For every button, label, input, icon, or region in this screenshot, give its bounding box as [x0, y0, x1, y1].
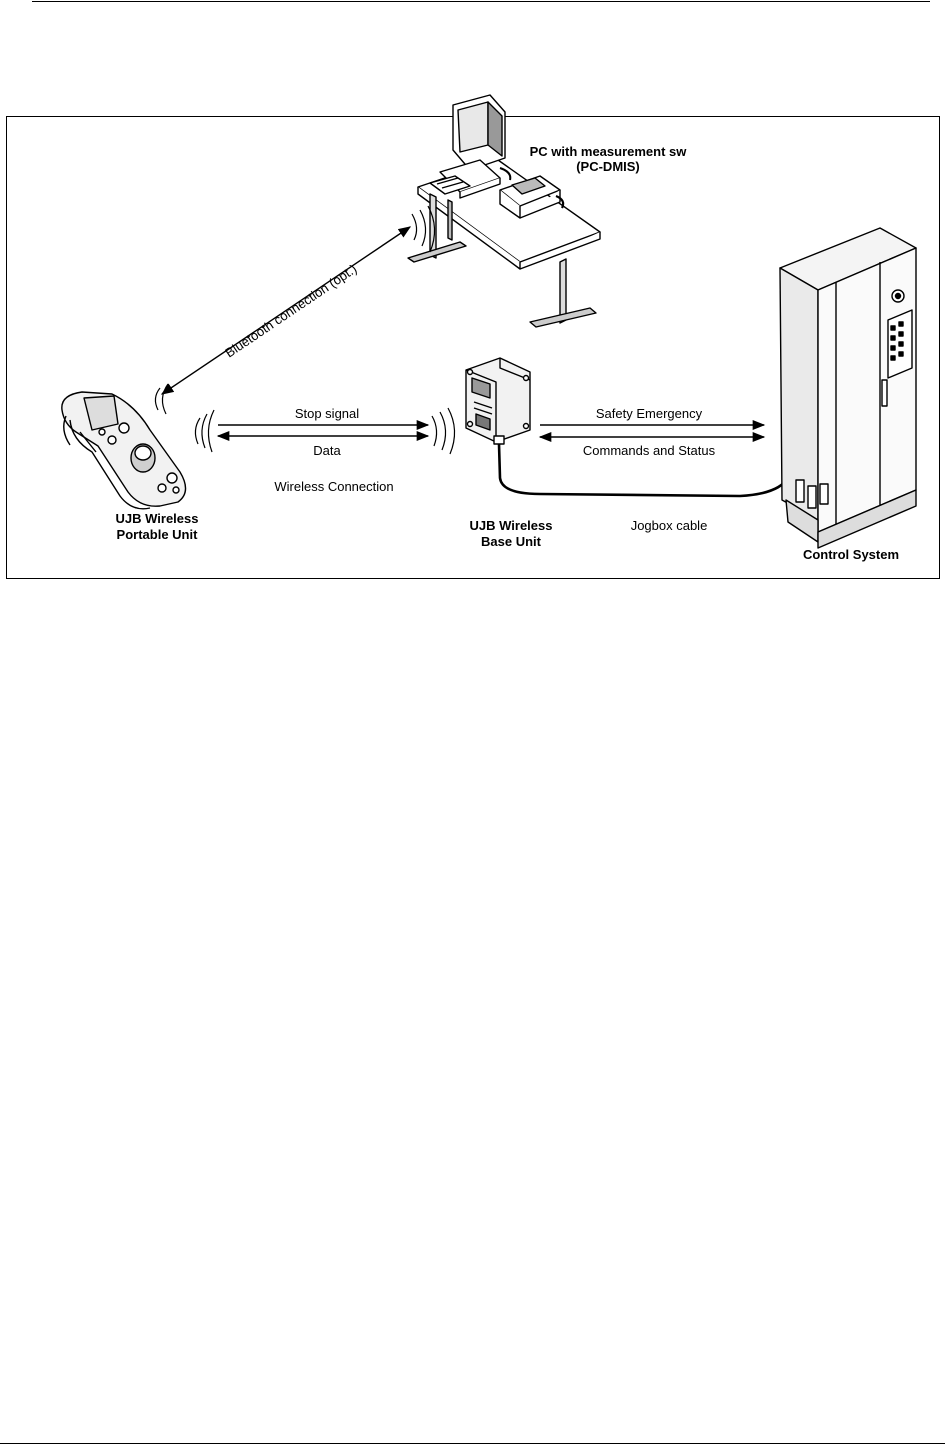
wireless-connection-label: Wireless Connection: [274, 479, 394, 494]
pc-label-line2: (PC-DMIS): [576, 159, 640, 174]
jogbox-cable-label: Jogbox cable: [630, 518, 708, 533]
portable-unit-wireless-waves-icon: [155, 384, 214, 452]
base-unit-label-line1: UJB Wireless: [469, 518, 553, 533]
portable-unit-label-line2: Portable Unit: [116, 527, 198, 542]
page-footer-rule: [0, 1443, 945, 1444]
base-unit-wireless-waves-icon: [432, 408, 455, 454]
base-unit-label-line2: Base Unit: [481, 534, 541, 549]
stop-signal-label: Stop signal: [294, 406, 360, 421]
data-label: Data: [313, 443, 341, 458]
bluetooth-connection-label: Bluetooth connection (opt.): [222, 261, 360, 361]
base-unit-illustration: [466, 358, 530, 444]
control-system-cabinet-illustration: [780, 228, 916, 548]
pc-label-line1: PC with measurement sw: [529, 144, 687, 159]
pc-workstation-illustration: [408, 95, 600, 327]
commands-status-label: Commands and Status: [582, 443, 716, 458]
safety-emergency-label: Safety Emergency: [595, 406, 703, 421]
portable-unit-illustration: [62, 392, 186, 509]
control-system-label: Control System: [802, 547, 900, 562]
portable-unit-label-line1: UJB Wireless: [115, 511, 199, 526]
